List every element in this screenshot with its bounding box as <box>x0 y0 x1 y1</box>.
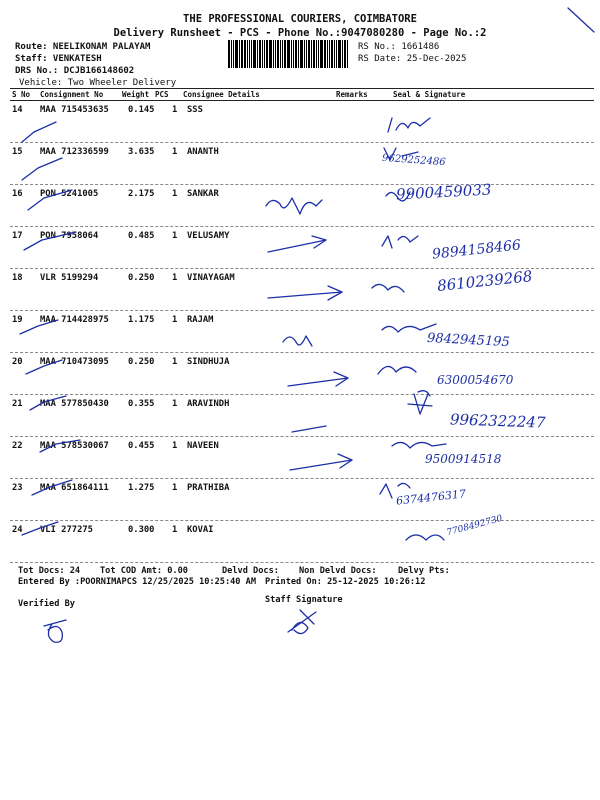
row-divider <box>10 142 594 143</box>
barcode-bar <box>331 40 333 68</box>
col-consignee: Consignee Details <box>183 90 260 99</box>
row-divider <box>10 226 594 227</box>
barcode-bar <box>264 40 265 68</box>
handwritten-phone: 9842945195 <box>426 330 511 351</box>
row-sno: 21 <box>12 399 23 409</box>
col-seal-signature: Seal & Signature <box>393 90 466 99</box>
barcode-bar <box>306 40 307 68</box>
row-sno: 19 <box>12 315 23 325</box>
barcode-bar <box>327 40 328 68</box>
staff-signature-scribble <box>288 610 316 634</box>
row-consignee: SANKAR <box>187 189 219 199</box>
row-divider <box>10 184 594 185</box>
barcode-bar <box>253 40 256 68</box>
row-pcs: 1 <box>172 483 178 493</box>
row-pcs: 1 <box>172 189 178 199</box>
row-sno: 14 <box>12 105 23 115</box>
table-row <box>0 441 600 483</box>
barcode-bar <box>266 40 268 68</box>
row-pcs: 1 <box>172 231 178 241</box>
row-weight: 0.355 <box>128 399 155 409</box>
barcode-bar <box>282 40 283 68</box>
handwritten-phone: 6374476317 <box>395 487 467 508</box>
row-consignee: SINDHUJA <box>187 357 230 367</box>
row-sno: 23 <box>12 483 23 493</box>
runsheet-subtitle: Delivery Runsheet - PCS - Phone No.:9047080280 - Page No.:2 <box>113 27 487 39</box>
row-divider <box>10 352 594 353</box>
barcode-bar <box>239 40 240 68</box>
drs-number: DRS No.: DCJB166148602 <box>15 66 135 76</box>
row-divider <box>10 562 594 563</box>
table-row <box>0 147 600 189</box>
row-pcs: 1 <box>172 357 178 367</box>
barcode-bar <box>298 40 299 68</box>
row-pcs: 1 <box>172 315 178 325</box>
delivered-docs: Delvd Docs: <box>222 566 279 576</box>
barcode-bar <box>295 40 297 68</box>
row-divider <box>10 310 594 311</box>
barcode-bar <box>304 40 305 68</box>
barcode-bar <box>342 40 343 68</box>
handwritten-phone: 9629252486 <box>381 152 446 169</box>
col-pcs: PCS <box>155 90 169 99</box>
row-sno: 18 <box>12 273 23 283</box>
row-pcs: 1 <box>172 399 178 409</box>
barcode-bar <box>241 40 243 68</box>
table-row <box>0 105 600 147</box>
barcode-bar <box>336 40 337 68</box>
barcode-bar <box>344 40 346 68</box>
row-consignee: VELUSAMY <box>187 231 230 241</box>
row-consignee: KOVAI <box>187 525 214 535</box>
row-weight: 0.145 <box>128 105 155 115</box>
row-pcs: 1 <box>172 525 178 535</box>
barcode-bar <box>269 40 272 68</box>
staff-signature-label: Staff Signature <box>265 595 343 605</box>
barcode-bar <box>228 40 230 68</box>
row-consignee: RAJAM <box>187 315 214 325</box>
printed-on: Printed On: 25-12-2025 10:26:12 <box>265 577 426 587</box>
row-consignee: VINAYAGAM <box>187 273 235 283</box>
barcode-bar <box>313 40 315 68</box>
row-consignment: MAA 578530067 <box>40 441 109 451</box>
barcode-bar <box>284 40 286 68</box>
row-pcs: 1 <box>172 147 178 157</box>
row-consignment: MAA 710473095 <box>40 357 109 367</box>
row-sno: 17 <box>12 231 23 241</box>
barcode-bar <box>300 40 303 68</box>
barcode-bar <box>293 40 294 68</box>
barcode-bar <box>287 40 290 68</box>
row-consignment: VLR 5199294 <box>40 273 99 283</box>
staff-label: Staff: VENKATESH <box>15 54 102 64</box>
barcode-bar <box>320 40 323 68</box>
row-divider <box>10 520 594 521</box>
delivery-points: Delvy Pts: <box>398 566 450 576</box>
col-remarks: Remarks <box>336 90 368 99</box>
row-weight: 2.175 <box>128 189 155 199</box>
row-pcs: 1 <box>172 273 178 283</box>
verified-by-signature <box>44 620 66 642</box>
row-consignment: MAA 712336599 <box>40 147 109 157</box>
barcode-bar <box>277 40 279 68</box>
col-sno: S No <box>12 90 31 99</box>
row-consignee: ANANTH <box>187 147 219 157</box>
row-weight: 0.250 <box>128 357 155 367</box>
barcode-bar <box>251 40 252 68</box>
row-consignee: NAVEEN <box>187 441 219 451</box>
row-divider <box>10 478 594 479</box>
barcode-bar <box>329 40 330 68</box>
handwritten-phone: 9900459033 <box>395 180 492 204</box>
total-docs: Tot Docs: 24 <box>18 566 81 576</box>
handwritten-phone: 7708492730 <box>445 513 504 539</box>
row-divider <box>10 436 594 437</box>
row-consignment: MAA 577850430 <box>40 399 109 409</box>
row-sno: 20 <box>12 357 23 367</box>
row-consignee: ARAVINDH <box>187 399 230 409</box>
row-pcs: 1 <box>172 441 178 451</box>
rs-date: RS Date: 25-Dec-2025 <box>358 54 467 64</box>
barcode-bar <box>273 40 274 68</box>
row-divider <box>10 394 594 395</box>
rs-number: RS No.: 1661486 <box>358 42 440 52</box>
handwritten-phone: 9894158466 <box>431 237 522 263</box>
row-consignment: MAA 715453635 <box>40 105 109 115</box>
row-consignee: PRATHIBA <box>187 483 230 493</box>
vehicle-label: Vehicle: Two Wheeler Delivery <box>19 78 177 88</box>
row-sno: 24 <box>12 525 23 535</box>
row-weight: 0.250 <box>128 273 155 283</box>
handwritten-phone: 6300054670 <box>437 373 514 387</box>
header-bottom-rule <box>10 100 594 101</box>
row-weight: 3.635 <box>128 147 155 157</box>
barcode-bar <box>275 40 276 68</box>
barcode-bar <box>311 40 312 68</box>
col-consignment: Consignment No <box>40 90 104 99</box>
row-consignee: SSS <box>187 105 203 115</box>
barcode-bar <box>280 40 281 68</box>
barcode <box>228 40 353 68</box>
row-weight: 1.275 <box>128 483 155 493</box>
col-weight: Weight <box>122 90 150 99</box>
barcode-bar <box>249 40 250 68</box>
row-pcs: 1 <box>172 105 178 115</box>
entered-by: Entered By :POORNIMAPCS 12/25/2025 10:25:40 AM <box>18 577 256 587</box>
row-consignment: MAA 651864111 <box>40 483 109 493</box>
barcode-bar <box>318 40 319 68</box>
handwritten-phone: 9962322247 <box>449 410 546 432</box>
header-top-rule <box>10 88 594 89</box>
barcode-bar <box>316 40 317 68</box>
barcode-bar <box>259 40 261 68</box>
row-weight: 0.300 <box>128 525 155 535</box>
barcode-bar <box>244 40 246 68</box>
table-row <box>0 525 600 567</box>
company-title: THE PROFESSIONAL COURIERS, COIMBATORE <box>183 13 417 25</box>
row-weight: 1.175 <box>128 315 155 325</box>
total-cod-amount: Tot COD Amt: 0.00 <box>100 566 188 576</box>
barcode-bar <box>334 40 335 68</box>
table-row <box>0 189 600 231</box>
barcode-bar <box>324 40 326 68</box>
route-label: Route: NEELIKONAM PALAYAM <box>15 42 151 52</box>
barcode-bar <box>291 40 292 68</box>
handwritten-phone: 8610239268 <box>436 267 534 295</box>
row-consignment: VLI 277275 <box>40 525 93 535</box>
row-weight: 0.455 <box>128 441 155 451</box>
verified-by-label: Verified By <box>18 599 75 609</box>
barcode-bar <box>257 40 258 68</box>
row-sno: 22 <box>12 441 23 451</box>
row-sno: 15 <box>12 147 23 157</box>
barcode-bar <box>338 40 341 68</box>
row-weight: 0.485 <box>128 231 155 241</box>
row-consignment: PON 7958064 <box>40 231 99 241</box>
handwritten-phone: 9500914518 <box>425 452 502 466</box>
row-consignment: MAA 714428975 <box>40 315 109 325</box>
barcode-bar <box>308 40 310 68</box>
non-delivered-docs: Non Delvd Docs: <box>299 566 377 576</box>
barcode-bar <box>347 40 348 68</box>
barcode-bar <box>233 40 234 68</box>
barcode-bar <box>247 40 248 68</box>
barcode-bar <box>231 40 232 68</box>
barcode-bar <box>262 40 263 68</box>
row-consignment: PON 5241005 <box>40 189 99 199</box>
table-row <box>0 483 600 525</box>
row-sno: 16 <box>12 189 23 199</box>
barcode-bar <box>235 40 238 68</box>
